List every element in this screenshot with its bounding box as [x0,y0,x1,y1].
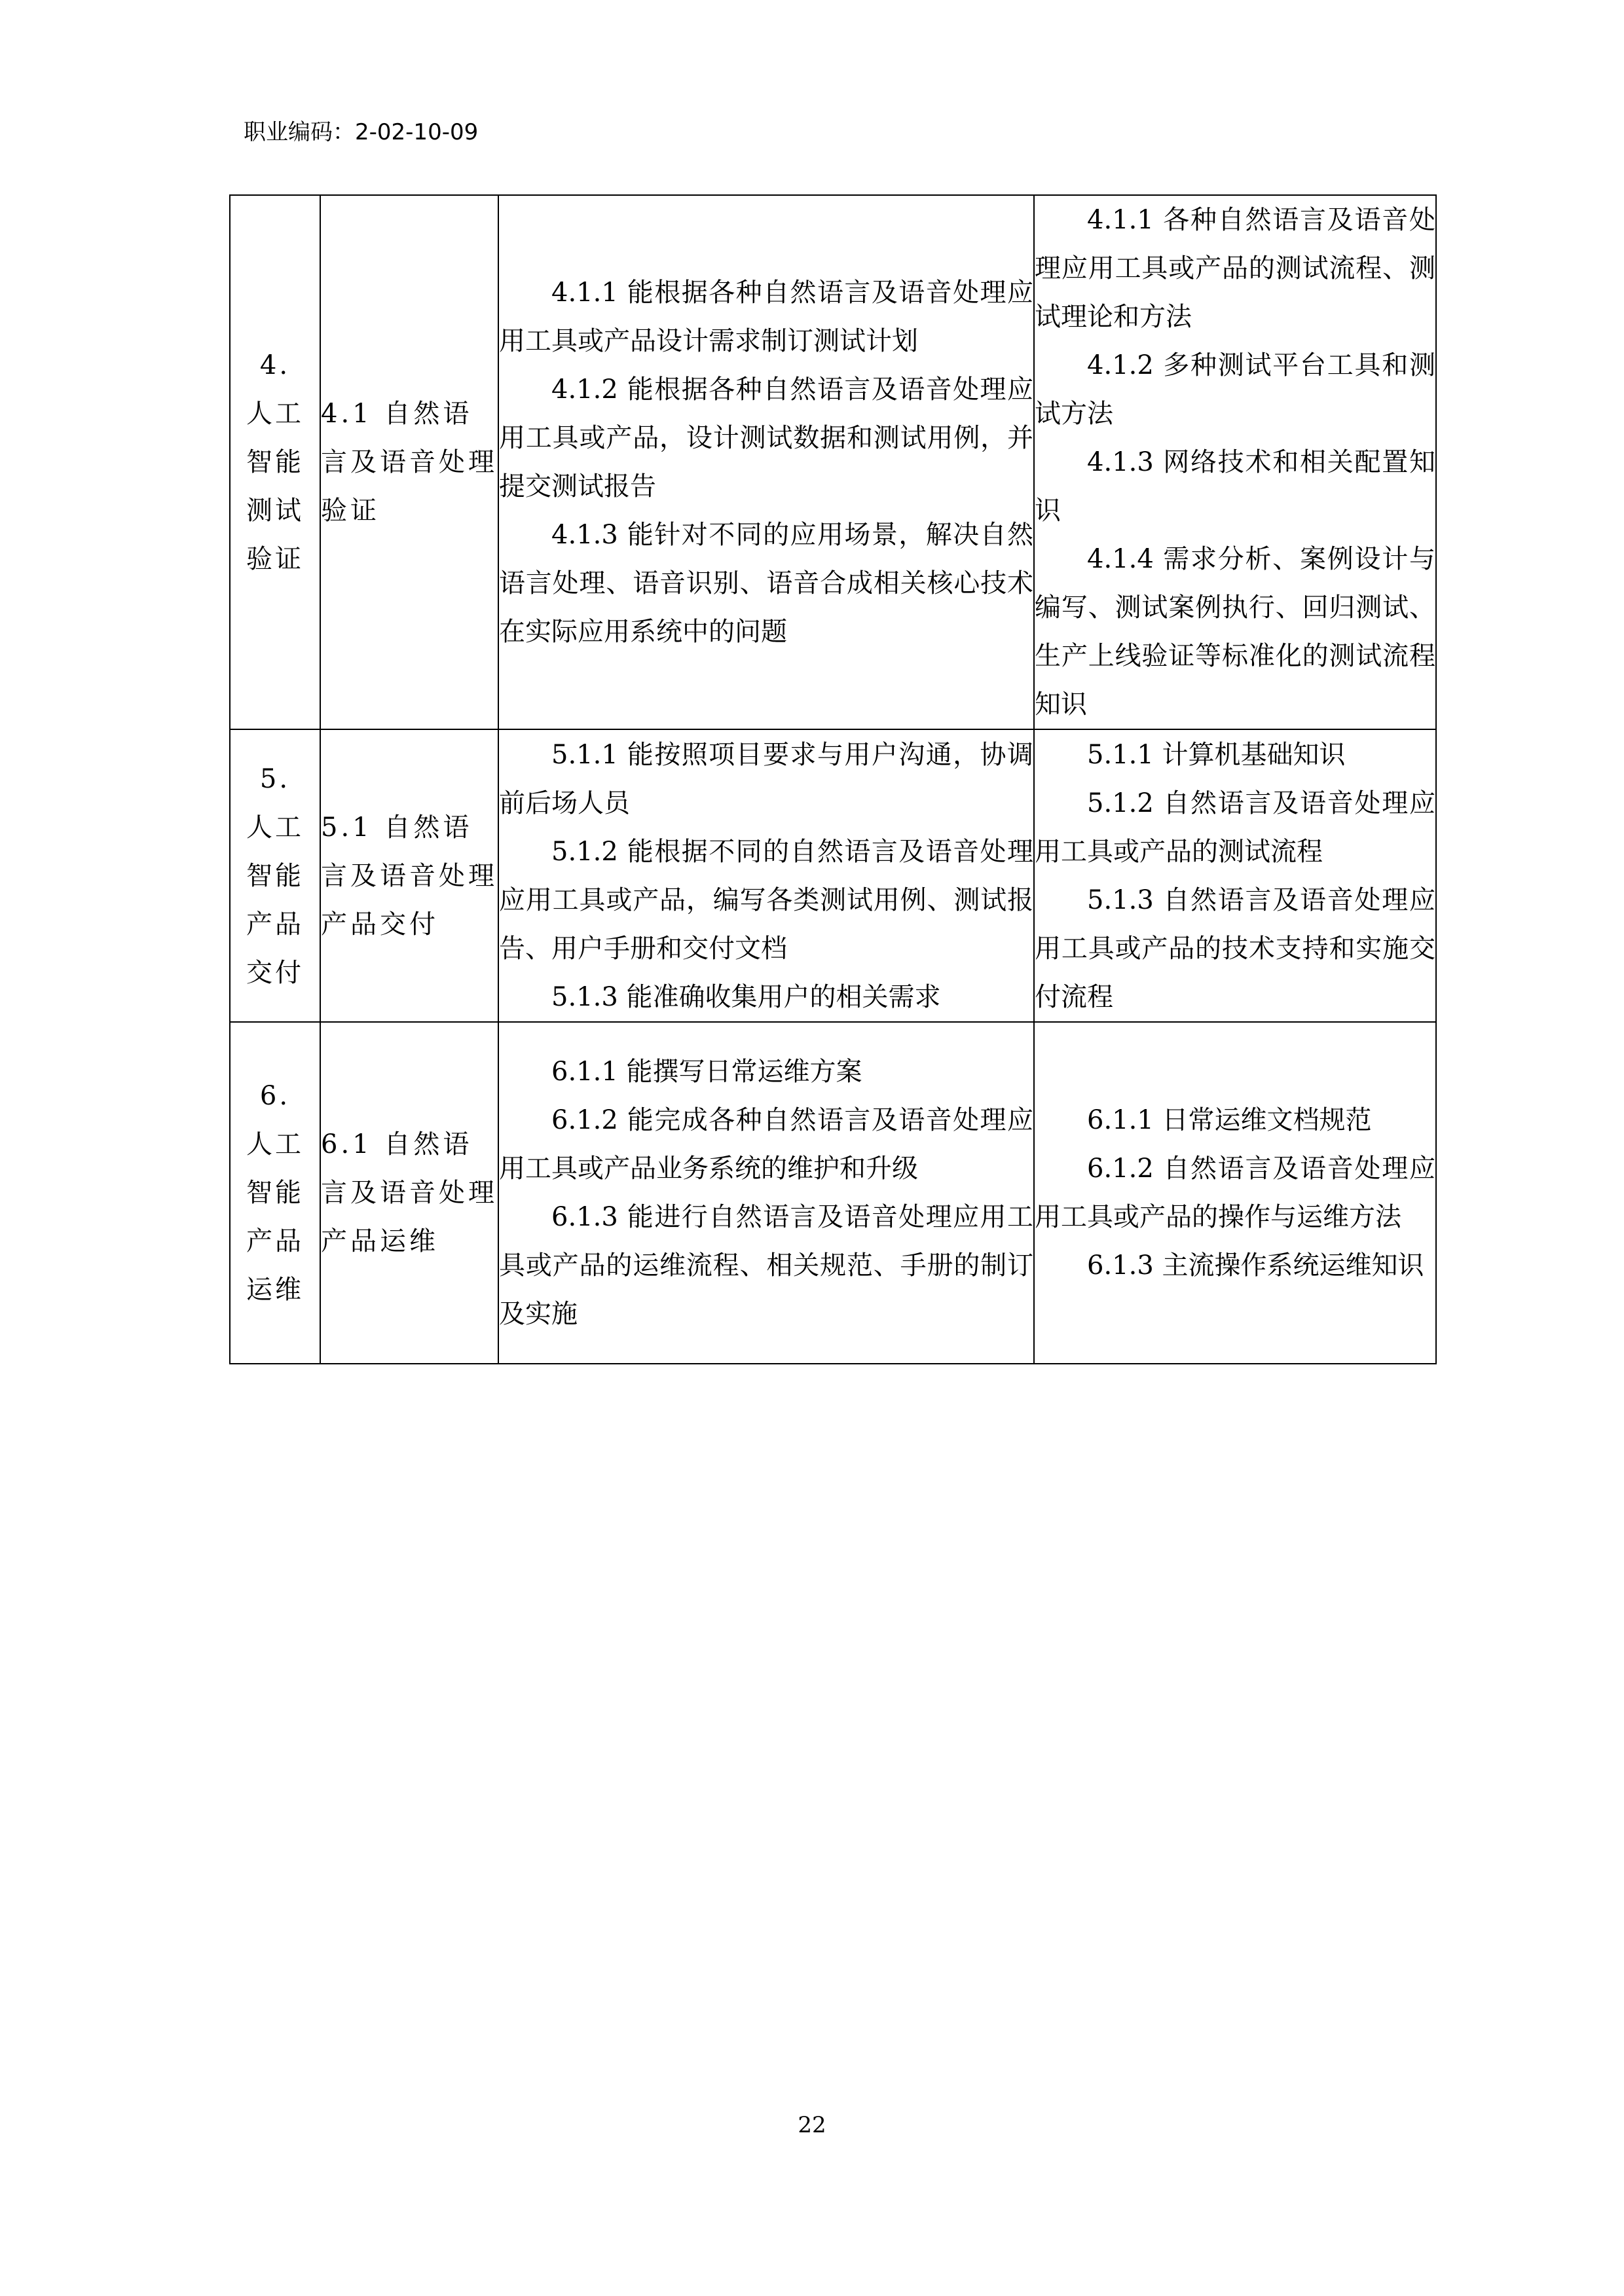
knowledge-item: 4.1.1 各种自然语言及语音处理应用工具或产品的测试流程、测试理论和方法 [1035,205,1435,332]
knowledge-item: 6.1.3 主流操作系统运维知识 [1087,1250,1424,1281]
skill-item: 5.1.1 能按照项目要求与用户沟通，协调前后场人员 [499,739,1033,818]
skills-table [229,194,1437,1364]
skill-requirements-cell [498,729,1034,1022]
skill-item: 4.1.3 能针对不同的应用场景，解决自然语言处理、语音识别、语音合成相关核心技术在实际应用系统中的问题 [499,520,1033,647]
occupation-function-label: 4. 人工 智能 测试 验证 [246,350,304,574]
skills-table-body [230,195,1436,1364]
work-content-cell [320,195,498,729]
knowledge-item: 5.1.2 自然语言及语音处理应用工具或产品的测试流程 [1035,788,1435,867]
work-content-label: 6.1 自然语言及语音处理产品运维 [321,1129,498,1256]
occupation-function-cell [230,1022,320,1364]
work-content-label: 5.1 自然语言及语音处理产品交付 [321,812,498,939]
knowledge-item: 6.1.2 自然语言及语音处理应用工具或产品的操作与运维方法 [1035,1154,1435,1232]
related-knowledge-cell [1034,195,1436,729]
skill-item: 5.1.3 能准确收集用户的相关需求 [551,981,941,1012]
knowledge-item: 4.1.2 多种测试平台工具和测试方法 [1035,350,1435,429]
occupation-code-header: 职业编码：2-02-10-09 [244,119,479,145]
knowledge-item: 5.1.1 计算机基础知识 [1087,739,1346,770]
related-knowledge-cell [1034,729,1436,1022]
skill-item: 6.1.2 能完成各种自然语言及语音处理应用工具或产品业务系统的维护和升级 [499,1105,1033,1184]
table-row [230,1022,1436,1364]
skill-item: 4.1.2 能根据各种自然语言及语音处理应用工具或产品，设计测试数据和测试用例，并提交测试报告 [499,374,1033,501]
knowledge-item: 4.1.4 需求分析、案例设计与编写、测试案例执行、回归测试、生产上线验证等标准化的测试流程知识 [1035,544,1435,720]
knowledge-item: 5.1.3 自然语言及语音处理应用工具或产品的技术支持和实施交付流程 [1035,884,1435,1012]
skill-item: 4.1.1 能根据各种自然语言及语音处理应用工具或产品设计需求制订测试计划 [499,278,1033,356]
skill-item: 5.1.2 能根据不同的自然语言及语音处理应用工具或产品，编写各类测试用例、测试报告、用户手册和交付文档 [499,836,1033,964]
occupation-function-cell [230,195,320,729]
occupation-function-label: 6. 人工 智能 产品 运维 [246,1081,304,1305]
occupation-function-label: 5. 人工 智能 产品 交付 [246,763,304,988]
work-content-label: 4.1 自然语言及语音处理验证 [321,399,498,526]
table-row [230,729,1436,1022]
occupation-function-cell [230,729,320,1022]
page-number: 22 [798,2112,826,2138]
knowledge-item: 6.1.1 日常运维文档规范 [1087,1105,1372,1135]
skill-item: 6.1.1 能撰写日常运维方案 [551,1057,862,1087]
skill-item: 6.1.3 能进行自然语言及语音处理应用工具或产品的运维流程、相关规范、手册的制订及实施 [499,1202,1033,1329]
work-content-cell [320,1022,498,1364]
skill-requirements-cell [498,1022,1034,1364]
related-knowledge-cell [1034,1022,1436,1364]
knowledge-item: 4.1.3 网络技术和相关配置知识 [1035,447,1435,526]
skill-requirements-cell [498,195,1034,729]
table-row [230,195,1436,729]
work-content-cell [320,729,498,1022]
